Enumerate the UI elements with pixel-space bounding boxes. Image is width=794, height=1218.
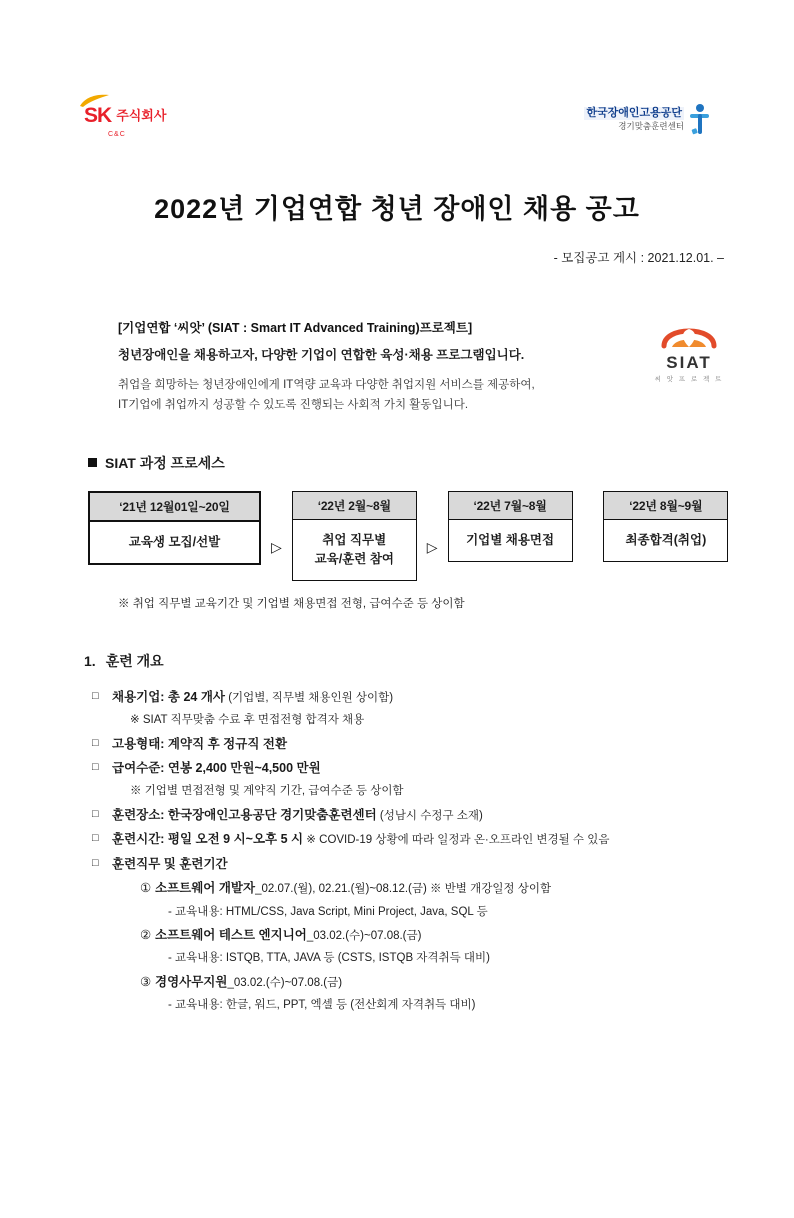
sk-logo [84, 104, 167, 138]
process-arrow-2-icon: ▷ [426, 538, 438, 555]
job-period: _02.07.(월), 02.21.(월)~08.12.(금) ※ 반별 개강일정 상이함 [255, 883, 552, 896]
kead-text-block [584, 107, 684, 131]
kead-title: 한국장애인고용공단 [586, 106, 682, 119]
job-title: 경영사무지원 [155, 974, 228, 989]
job-number-icon: ② [140, 927, 152, 942]
outline-item [92, 732, 794, 756]
logo-row [0, 95, 794, 165]
outline-items [0, 685, 794, 1017]
process-flow [88, 491, 794, 581]
outline-item-label: 급여수준: 연봉 2,400 만원~4,500 만원 [112, 761, 321, 776]
outline-item [92, 756, 794, 780]
intro-paragraph-1: 취업을 희망하는 청년장애인에게 IT역량 교육과 다양한 취업지원 서비스를 제공하여, [118, 379, 535, 391]
process-step-4-label-line1: 최종합격(취업) [625, 533, 707, 548]
outline-number: 1. [84, 652, 96, 669]
kead-subtitle: 경기맞춤훈련센터 [618, 121, 684, 131]
intro-block [118, 318, 724, 415]
process-section-heading [88, 453, 794, 473]
process-step-2-period: ‘22년 2월~8월 [292, 491, 417, 520]
process-step-1-period: ‘21년 12월01일~20일 [88, 491, 261, 522]
intro-paragraph-2: IT기업에 취업까지 성공할 수 있도록 진행되는 사회적 가치 활동입니다. [118, 399, 469, 412]
process-step-2 [292, 491, 417, 581]
job-period: _03.02.(수)~07.08.(금) [227, 976, 343, 989]
job-detail: - 교육내용: ISTQB, TTA, JAVA 등 (CSTS, ISTQB 자격취득 대비) [168, 952, 490, 965]
intro-summary-line: 청년장애인을 채용하고자, 다양한 기업이 연합한 육성·채용 프로그램입니다. [118, 348, 525, 362]
checkbox-bullet-icon: □ [92, 832, 99, 845]
checkbox-bullet-icon: □ [92, 856, 99, 869]
process-step-3-label-line1: 기업별 채용면접 [466, 533, 555, 548]
job-period: _03.02.(수)~07.08.(금) [306, 929, 422, 942]
outline-item-label: 훈련시간: 평일 오전 9 시~오후 5 시 [112, 832, 304, 847]
process-step-2-label-line2: 교육/훈련 참여 [314, 552, 394, 566]
process-arrow-1-icon: ▷ [271, 538, 282, 555]
checkbox-bullet-icon: □ [92, 761, 99, 774]
sk-mark-text: SK [84, 104, 112, 127]
process-heading-text: SIAT 과정 프로세스 [105, 455, 225, 472]
siat-sprout-icon [660, 320, 718, 350]
process-step-4-period: ‘22년 8월~9월 [603, 491, 728, 520]
job-item [140, 923, 794, 947]
outline-item-detail: (기업별, 직무별 채용인원 상이함) [225, 691, 394, 704]
job-title: 소프트웨어 테스트 엔지니어 [155, 927, 307, 942]
sk-logo-mark [84, 105, 111, 126]
job-detail: - 교육내용: HTML/CSS, Java Script, Mini Project, Java, SQL 등 [168, 905, 488, 918]
job-detail: - 교육내용: 한글, 워드, PPT, 엑셀 등 (전산회계 자격취득 대비) [168, 999, 476, 1012]
outline-heading [84, 651, 794, 671]
job-item [140, 876, 794, 900]
outline-item [92, 685, 794, 709]
checkbox-bullet-icon: □ [92, 736, 99, 749]
outline-subnote: ※ SIAT 직무맞춤 수료 후 면접전형 합격자 채용 [130, 714, 365, 727]
kead-person-icon [688, 103, 710, 135]
outline-item [92, 852, 794, 876]
outline-heading-text: 훈련 개요 [105, 652, 164, 669]
process-step-4 [603, 491, 728, 562]
square-bullet-icon [88, 458, 97, 467]
process-step-3 [448, 491, 573, 562]
process-step-4-label [603, 520, 728, 562]
outline-item [92, 803, 794, 827]
kead-logo [584, 103, 710, 135]
process-step-3-label [448, 520, 573, 562]
job-item [140, 970, 794, 994]
siat-korean-label: 씨 앗 프 로 젝 트 [654, 376, 724, 383]
checkbox-bullet-icon: □ [92, 689, 99, 702]
outline-item-label: 고용형태: 계약직 후 정규직 전환 [112, 736, 288, 751]
job-number-icon: ① [140, 881, 152, 896]
sk-sub-text: C&C [108, 131, 126, 138]
process-step-1 [88, 491, 261, 565]
intro-project-line: [기업연합 ‘씨앗’ (SIAT : Smart IT Advanced Training)프로젝트] [118, 321, 473, 335]
process-step-3-period: ‘22년 7월~8월 [448, 491, 573, 520]
process-step-2-label [292, 520, 417, 581]
sk-swoosh-icon [80, 94, 110, 108]
page-title: 2022년 기업연합 청년 장애인 채용 공고 [154, 194, 640, 224]
post-date: - 모집공고 게시 : 2021.12.01. – [553, 251, 724, 265]
process-step-2-label-line1: 취업 직무별 [322, 533, 387, 548]
process-step-1-label-line1: 교육생 모집/선발 [128, 535, 221, 550]
outline-subnote: ※ 기업별 면접전형 및 계약직 기간, 급여수준 등 상이함 [130, 785, 404, 798]
outline-item-detail: (성남시 수정구 소재) [376, 809, 483, 822]
job-title: 소프트웨어 개발자 [155, 881, 256, 896]
process-step-1-label [88, 522, 261, 565]
document-page [0, 95, 794, 1218]
sk-company-text: 주식회사 [116, 107, 167, 123]
outline-item-label: 훈련장소: 한국장애인고용공단 경기맞춤훈련센터 [112, 807, 377, 822]
outline-item-detail: ※ COVID-19 상황에 따라 일정과 온·오프라인 변경될 수 있음 [303, 834, 610, 847]
siat-wordmark: SIAT [666, 353, 712, 372]
checkbox-bullet-icon: □ [92, 807, 99, 820]
outline-item-label: 훈련직무 및 훈련기간 [112, 856, 228, 871]
outline-item-label: 채용기업: 총 24 개사 [112, 689, 226, 704]
outline-item [92, 827, 794, 851]
job-number-icon: ③ [140, 974, 152, 989]
siat-logo [650, 320, 728, 383]
process-note: ※ 취업 직무별 교육기간 및 기업별 채용면접 전형, 급여수준 등 상이함 [118, 597, 465, 610]
